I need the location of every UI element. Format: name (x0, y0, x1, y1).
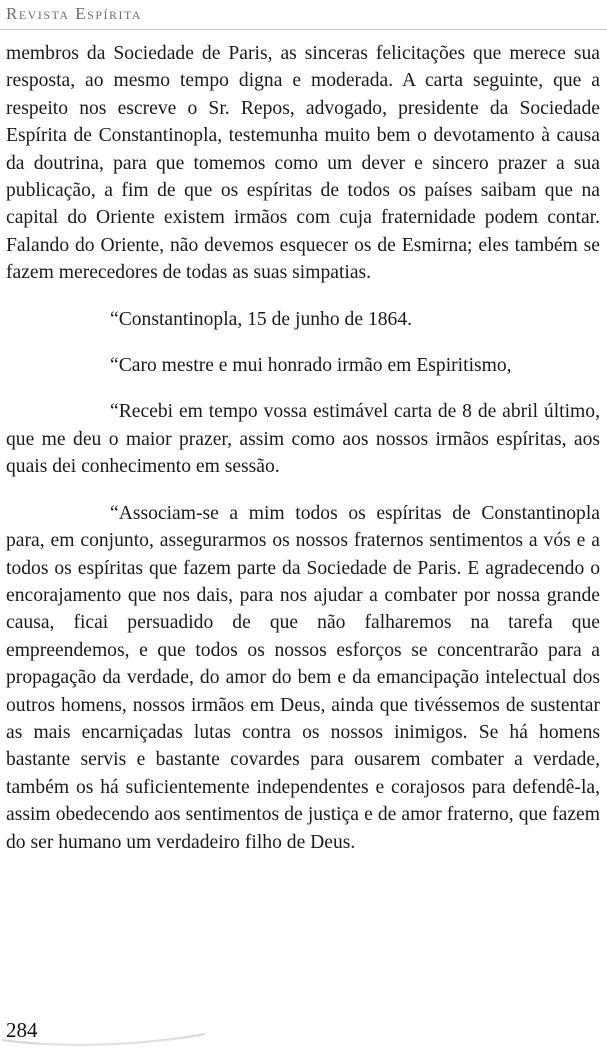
running-head-title: Revista Espírita (6, 4, 143, 23)
letter-paragraph-2: “Associam-se a mim todos os espíritas de Constantinopla para, em conjunto, assegurarmos os nossos fraternos sentimentos a vós e a todos os espíritas que fazem parte da Sociedade de Paris. E agradecendo o encorajamento que nos dais, para nos ajudar a combater por nossa grande causa, ficai persuadido de que não falharemos na tarefa que empreendemos, e que todos os nossos esforços se concentrarão para a propagação da verdade, do amor do bem e da emancipação intelectual dos outros homens, nossos irmãos em Deus, ainda que tivéssemos de sustentar as mais encarniçadas lutas contra os nossos inimigos. Se há homens bastante servis e bastante covardes para ousarem combater a verdade, também os há suficientemente independentes e corajosos para defendê-la, assim obedecendo aos sentimentos de justiça e de amor fraterno, que fazem do ser humano um verdadeiro filho de Deus. (6, 502, 600, 853)
letter-dateline: “Constantinopla, 15 de junho de 1864. (110, 308, 413, 330)
page-body (6, 40, 600, 856)
page-number: 284 (6, 1018, 38, 1042)
paragraph-intro: membros da Sociedade de Paris, as sinceras felicitações que merece sua resposta, ao mesmo tempo digna e moderada. A carta seguinte, que a respeito nos escreve o Sr. Repos, advogado, presidente da Sociedade Espírita de Constantinopla, testemunha muito bem o devotamento à causa da doutrina, para que tomemos como um dever e sincero prazer a sua publicação, a fim de que os espíritas de todos os países saibam que na capital do Oriente existem irmãos com cuja fraternidade podem contar. Falando do Oriente, não devemos esquecer os de Esmirna; eles também se fazem merecedores de todas as suas simpatias. (6, 43, 600, 284)
header-divider (0, 29, 607, 30)
letter-salutation: “Caro mestre e mui honrado irmão em Espiritismo, (110, 355, 512, 377)
page-number-swoosh-ornament (0, 1020, 220, 1048)
letter-paragraph-1: “Recebi em tempo vossa estimável carta de 8 de abril último, que me deu o maior prazer, assim como aos nossos irmãos espíritas, aos quais dei conhecimento em sessão. (6, 401, 600, 478)
